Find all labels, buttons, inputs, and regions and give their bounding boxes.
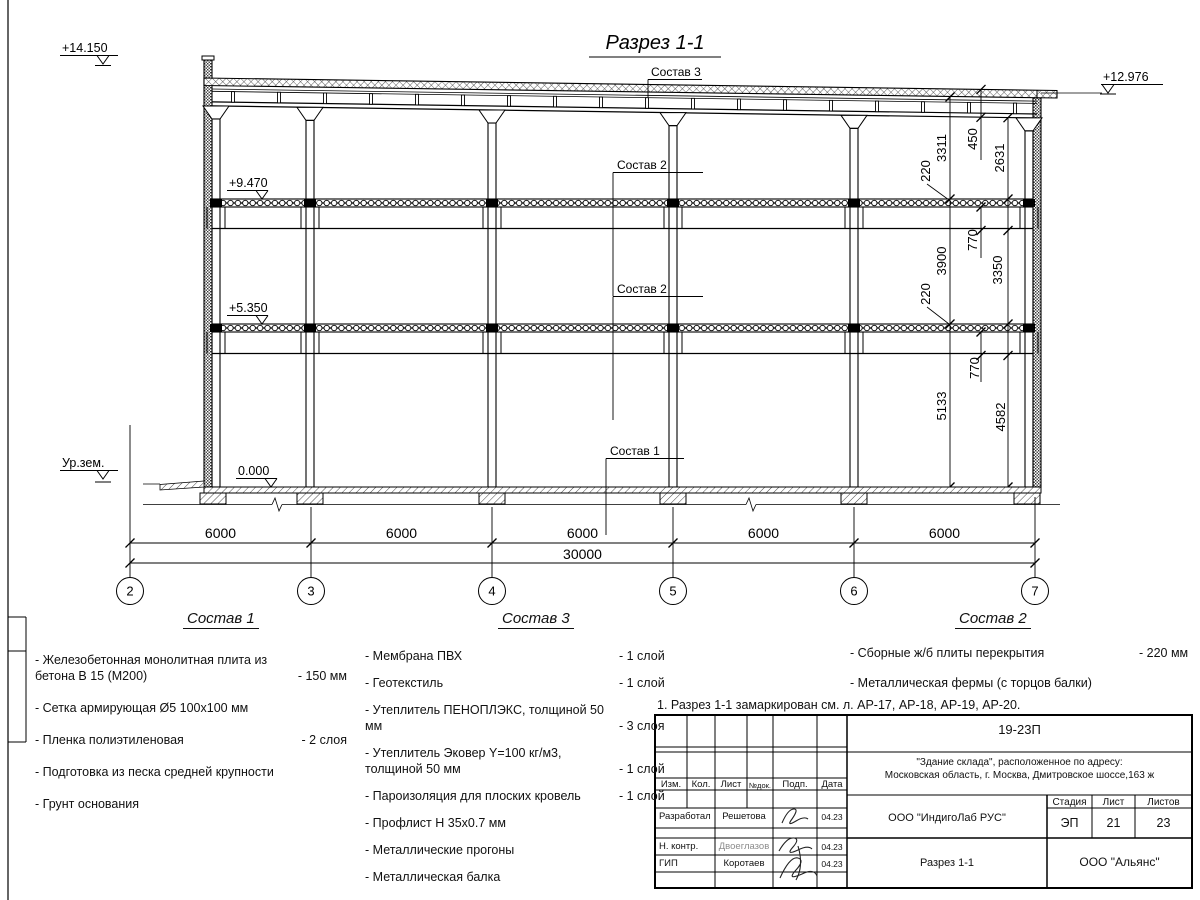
legend-item-name: - Пароизоляция для плоских кровель xyxy=(365,789,581,803)
axis-label: 4 xyxy=(488,583,496,599)
legend-floor-title: Состав 1 xyxy=(183,610,259,629)
role-gip: ГИП xyxy=(659,858,678,869)
svg-text:Разрез 1-1: Разрез 1-1 xyxy=(605,32,705,54)
floor-slab-lower xyxy=(212,324,1033,354)
signature-3 xyxy=(780,846,817,880)
legend-item xyxy=(365,815,650,831)
col-izm: Изм. xyxy=(660,779,682,790)
legend-item xyxy=(365,648,665,664)
svg-text:6000: 6000 xyxy=(566,525,599,541)
svg-text:770: 770 xyxy=(967,357,982,379)
legend-item-value: - 3 слоя xyxy=(619,719,665,733)
axis-label: 2 xyxy=(126,583,134,599)
svg-text:220: 220 xyxy=(918,283,933,305)
drawing-note: 1. Разрез 1-1 замаркирован см. л. АР-17, АР-18, АР-19, АР-20. xyxy=(657,698,1021,712)
legend-roof-items xyxy=(365,648,665,896)
company-name: ООО "ИндигоЛаб РУС" xyxy=(888,812,1006,824)
legend-item xyxy=(365,675,665,691)
legend-item xyxy=(365,869,650,885)
object-address-line1: "Здание склада", расположенное по адресу: xyxy=(916,757,1123,768)
callout-roof: Состав 3 xyxy=(651,65,701,79)
legend-item-name: - Металлическая фермы (с торцов балки) xyxy=(850,676,1092,690)
svg-text:220: 220 xyxy=(918,160,933,182)
stage-value: ЭП xyxy=(1060,816,1079,830)
svg-text:6000: 6000 xyxy=(204,525,237,541)
svg-text:30000: 30000 xyxy=(563,546,602,562)
sheets-value: 23 xyxy=(1156,816,1171,830)
signatures xyxy=(779,809,817,880)
legend-slab-items xyxy=(850,645,1189,705)
sheet-frame xyxy=(8,0,26,900)
ground-slab xyxy=(143,481,1041,493)
axis-label: 6 xyxy=(850,583,858,599)
legend-item-value: - 1 слой xyxy=(619,649,665,663)
object-address-line2: Московская область, г. Москва, Дмитровское шоссе,163 ж xyxy=(884,770,1155,781)
elevation-zero: 0.000 xyxy=(238,464,270,478)
col-list: Лист xyxy=(720,779,742,790)
roof xyxy=(204,78,1057,118)
legend-item xyxy=(35,652,347,684)
sheet-label: Лист xyxy=(1102,797,1125,808)
legend-item-name: - Профлист Н 35х0.7 мм xyxy=(365,816,506,830)
drawing-title xyxy=(589,32,721,57)
legend-roof-title: Состав 3 xyxy=(498,610,574,629)
legend-item-name: - Мембрана ПВХ xyxy=(365,649,463,663)
svg-text:3350: 3350 xyxy=(990,255,1005,285)
legend-item xyxy=(35,732,347,748)
elevation-floor2: +9.470 xyxy=(229,176,268,190)
svg-text:450: 450 xyxy=(965,128,980,150)
elevation-top-left: +14.150 xyxy=(62,41,108,55)
svg-text:5133: 5133 xyxy=(934,391,949,421)
callout-slab-upper: Состав 2 xyxy=(617,158,667,172)
date-developed: 04.23 xyxy=(821,812,843,822)
col-podp: Подп. xyxy=(782,779,808,790)
col-kol: Кол. xyxy=(691,779,711,790)
callouts xyxy=(606,65,703,535)
sheet-value: 21 xyxy=(1106,816,1121,830)
axis-bubbles xyxy=(117,578,1049,605)
legend-item-name: - Железобетонная монолитная плита из бетона В 15 (М200) xyxy=(35,653,268,683)
svg-text:6000: 6000 xyxy=(385,525,418,541)
axis-label: 5 xyxy=(669,583,677,599)
legend-item-name: - Пленка полиэтиленовая xyxy=(35,733,184,747)
ground-level-label: Ур.зем. xyxy=(62,456,105,470)
legend-item xyxy=(850,675,1182,691)
name-ncontrol: Двоеглазов xyxy=(718,841,770,852)
legend-item xyxy=(365,788,665,804)
svg-text:6000: 6000 xyxy=(928,525,961,541)
legend-item xyxy=(365,702,665,734)
date-gip: 04.23 xyxy=(821,859,843,869)
svg-text:4582: 4582 xyxy=(993,402,1008,432)
doc-number: 19-23П xyxy=(998,722,1041,737)
legend-item-name: - Сетка армирующая Ø5 100х100 мм xyxy=(35,701,249,715)
legend-item-name: - Подготовка из песка средней крупности xyxy=(35,765,274,779)
right-wall xyxy=(1033,98,1041,487)
callout-floor-slab: Состав 1 xyxy=(610,444,660,458)
legend-item-name: - Металлическая балка xyxy=(365,870,501,884)
floor-slab-upper xyxy=(212,199,1033,229)
col-data: Дата xyxy=(821,779,843,790)
titleblock-drawing-name: Разрез 1-1 xyxy=(919,857,974,869)
contractor-name: ООО "Альянс" xyxy=(1079,855,1160,869)
right-dimension-labels xyxy=(918,128,1008,431)
legend-item-value: - 1 слой xyxy=(619,762,665,776)
elevation-floor1: +5.350 xyxy=(229,301,268,315)
axis-label: 3 xyxy=(307,583,315,599)
sheets-label: Листов xyxy=(1147,797,1180,808)
legend-item xyxy=(35,796,347,812)
legend-item-value: - 1 слой xyxy=(619,676,665,690)
legend-item xyxy=(850,645,1189,661)
svg-text:3311: 3311 xyxy=(934,134,949,162)
legend-item-value: - 2 слоя xyxy=(301,733,347,747)
callout-slab-lower: Состав 2 xyxy=(617,282,667,296)
legend-item-name: - Грунт основания xyxy=(35,797,140,811)
legend-slab-title: Состав 2 xyxy=(955,610,1031,629)
legend-item-value: - 150 мм xyxy=(297,669,347,683)
elevation-top-right: +12.976 xyxy=(1103,70,1149,84)
svg-text:770: 770 xyxy=(965,229,980,251)
name-gip: Коротаев xyxy=(723,858,765,869)
legend-item xyxy=(35,700,347,716)
signature-1 xyxy=(782,809,808,824)
legend-item-name: - Утеплитель Эковер Y=100 кг/м3, толщиной 50 мм xyxy=(365,746,562,776)
svg-text:3900: 3900 xyxy=(934,246,949,276)
signature-2 xyxy=(779,838,812,852)
axis-label: 7 xyxy=(1031,583,1039,599)
legend-item-name: - Сборные ж/б плиты перекрытия xyxy=(850,646,1045,660)
legend-item-name: - Геотекстиль xyxy=(365,676,444,690)
stage-label: Стадия xyxy=(1052,797,1087,808)
legend-item xyxy=(365,842,650,858)
role-developed: Разработал xyxy=(659,811,711,822)
legend-item-value: - 1 слой xyxy=(619,789,665,803)
svg-text:2631: 2631 xyxy=(992,143,1007,173)
legend-item-name: - Утеплитель ПЕНОПЛЭКС, толщиной 50 мм xyxy=(365,703,604,733)
ground-line xyxy=(143,498,1060,511)
legend-item xyxy=(35,764,347,780)
date-ncontrol: 04.23 xyxy=(821,842,843,852)
legend-item-value: - 220 мм xyxy=(1139,646,1189,660)
col-ndok: №док. xyxy=(749,781,771,790)
role-ncontrol: Н. контр. xyxy=(659,841,699,852)
legend-floor-items xyxy=(35,652,347,828)
svg-text:6000: 6000 xyxy=(747,525,780,541)
legend-item xyxy=(365,745,665,777)
bottom-dimension-labels xyxy=(205,525,960,562)
legend-item-name: - Металлические прогоны xyxy=(365,843,515,857)
name-developed: Решетова xyxy=(722,811,766,822)
